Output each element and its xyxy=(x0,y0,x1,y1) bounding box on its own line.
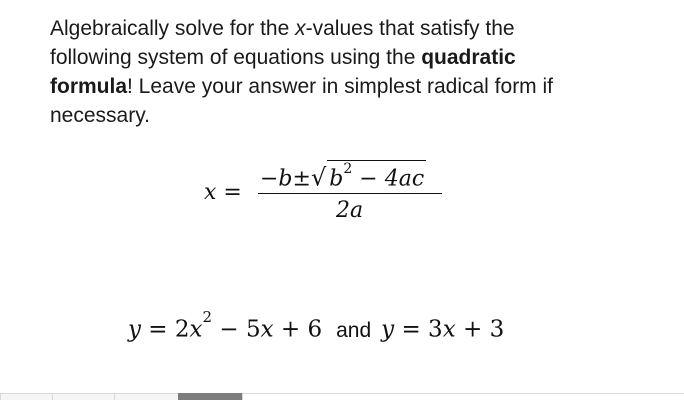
eq1-part: = 2 xyxy=(141,316,190,343)
quadratic-formula xyxy=(204,160,444,224)
fraction-bar xyxy=(258,193,442,194)
prompt-text: -values that satisfy the xyxy=(305,17,515,40)
eq2-part: = 3 xyxy=(394,316,443,343)
prompt-emphasis: formula xyxy=(50,75,128,98)
tab-1[interactable] xyxy=(0,393,52,400)
tab-strip-rest xyxy=(242,393,684,400)
prompt-text: necessary. xyxy=(50,104,150,127)
equation-system xyxy=(128,308,505,343)
formula-denominator xyxy=(336,198,363,223)
formula-equals: = xyxy=(223,180,242,205)
tab-4-active[interactable] xyxy=(178,393,242,400)
eq2-y: y xyxy=(381,316,395,343)
eq1-x: x xyxy=(260,316,274,343)
eq1-exponent: 2 xyxy=(202,308,213,326)
formula-numerator xyxy=(260,160,426,191)
formula-lhs xyxy=(204,180,242,205)
radicand xyxy=(327,160,426,191)
radicand-b: b xyxy=(329,166,344,192)
plus-minus-symbol: ± xyxy=(292,166,311,192)
connector-and: and xyxy=(336,318,372,342)
radicand-4ac: − 4ac xyxy=(352,166,425,192)
square-root-icon: √ xyxy=(310,163,327,192)
question-prompt xyxy=(50,14,650,130)
eq1-x: x xyxy=(189,316,203,343)
prompt-text: following system of equations using the xyxy=(50,46,422,69)
eq1-part: + 6 xyxy=(273,316,323,343)
numerator-neg-b: −b xyxy=(260,166,293,192)
eq1-y: y xyxy=(128,316,141,343)
formula-variable: x xyxy=(204,180,217,205)
exponent: 2 xyxy=(343,161,353,177)
prompt-emphasis: quadratic xyxy=(421,46,516,69)
bottom-tab-strip xyxy=(0,393,684,400)
eq2-part: + 3 xyxy=(455,316,505,343)
prompt-variable: x xyxy=(295,17,306,40)
tab-3[interactable] xyxy=(114,393,178,400)
prompt-text: Algebraically solve for the xyxy=(50,17,296,40)
denominator-text: 2a xyxy=(336,198,364,223)
eq2-x: x xyxy=(442,316,456,343)
eq1-part: − 5 xyxy=(212,316,261,343)
tab-2[interactable] xyxy=(52,393,114,400)
prompt-text: ! Leave your answer in simplest radical form if xyxy=(127,75,554,98)
